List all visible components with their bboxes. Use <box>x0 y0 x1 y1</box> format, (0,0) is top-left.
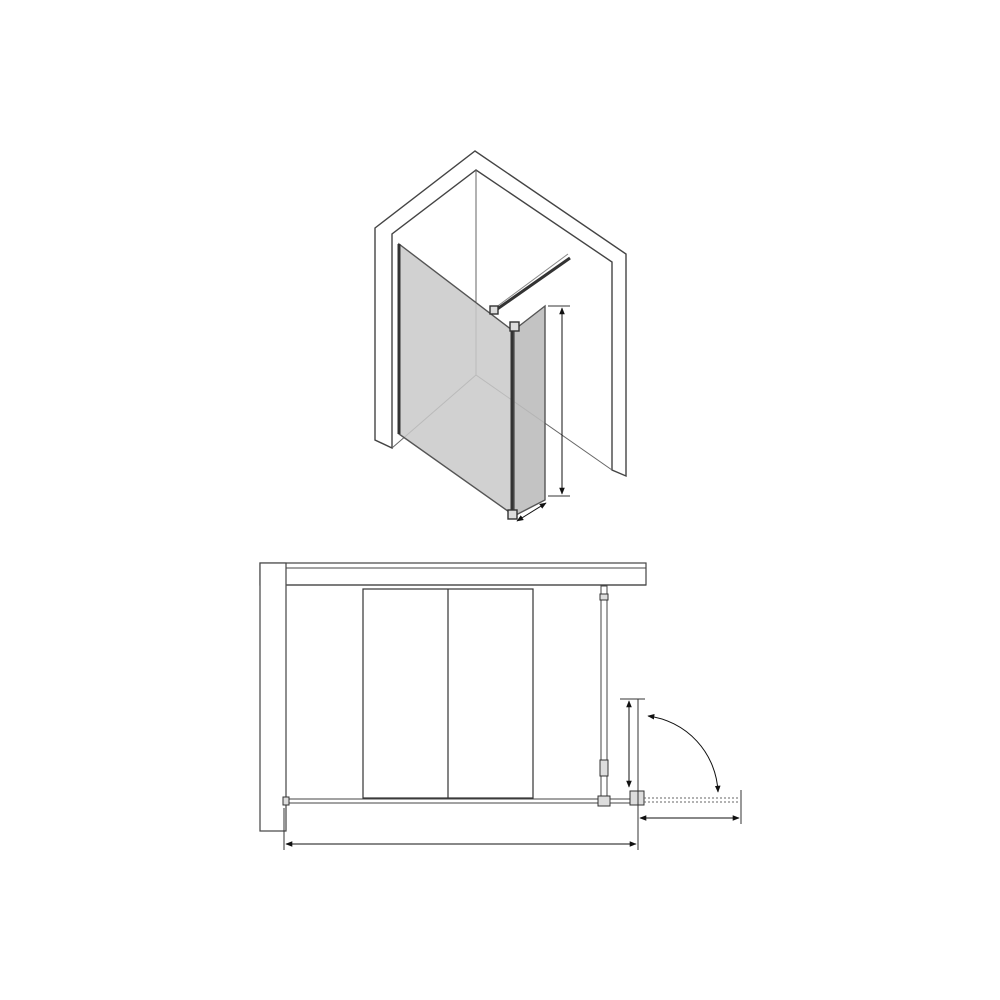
isometric-view <box>375 151 626 521</box>
iso-support-arm <box>493 258 570 312</box>
iso-return-panel <box>514 306 545 516</box>
iso-glass-panel <box>399 244 512 514</box>
plan-left-wall <box>260 563 286 831</box>
plan-view <box>260 563 741 850</box>
size-table <box>363 589 533 798</box>
plan-top-wall <box>260 563 646 585</box>
plan-glass-main <box>287 799 609 803</box>
